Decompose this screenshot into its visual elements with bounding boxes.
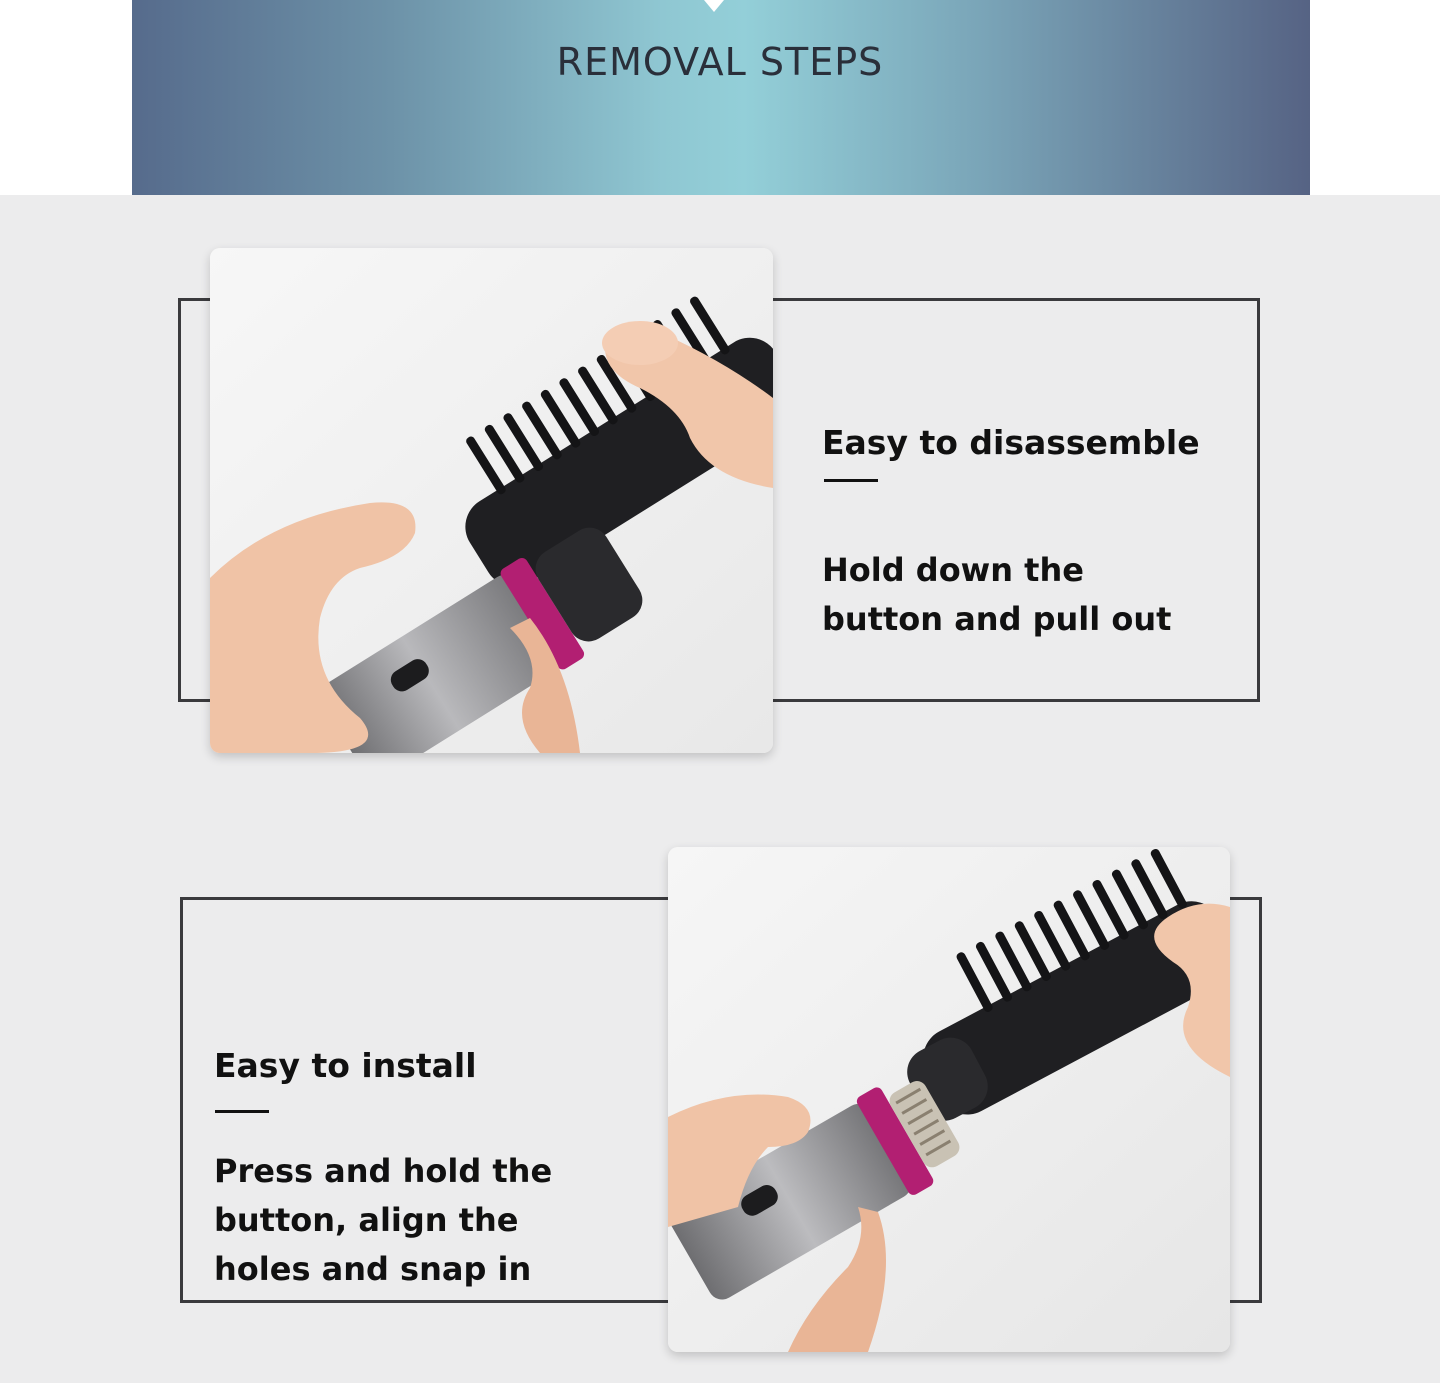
step-1-description: Hold down the button and pull out	[822, 551, 1172, 638]
step-2-photo	[668, 847, 1230, 1352]
disassemble-illustration	[210, 248, 773, 753]
step-2-description: Press and hold the button, align the holes and snap in	[214, 1152, 553, 1288]
step-1-heading: Easy to disassemble	[822, 423, 1200, 462]
banner-title: REMOVAL STEPS	[556, 40, 884, 84]
install-illustration	[668, 847, 1230, 1352]
step-1-divider	[824, 479, 878, 482]
step-2-divider	[215, 1110, 269, 1113]
banner-arrow-icon	[704, 0, 724, 12]
step-1-photo	[210, 248, 773, 753]
banner	[132, 0, 1310, 195]
step-2-heading: Easy to install	[214, 1046, 477, 1085]
